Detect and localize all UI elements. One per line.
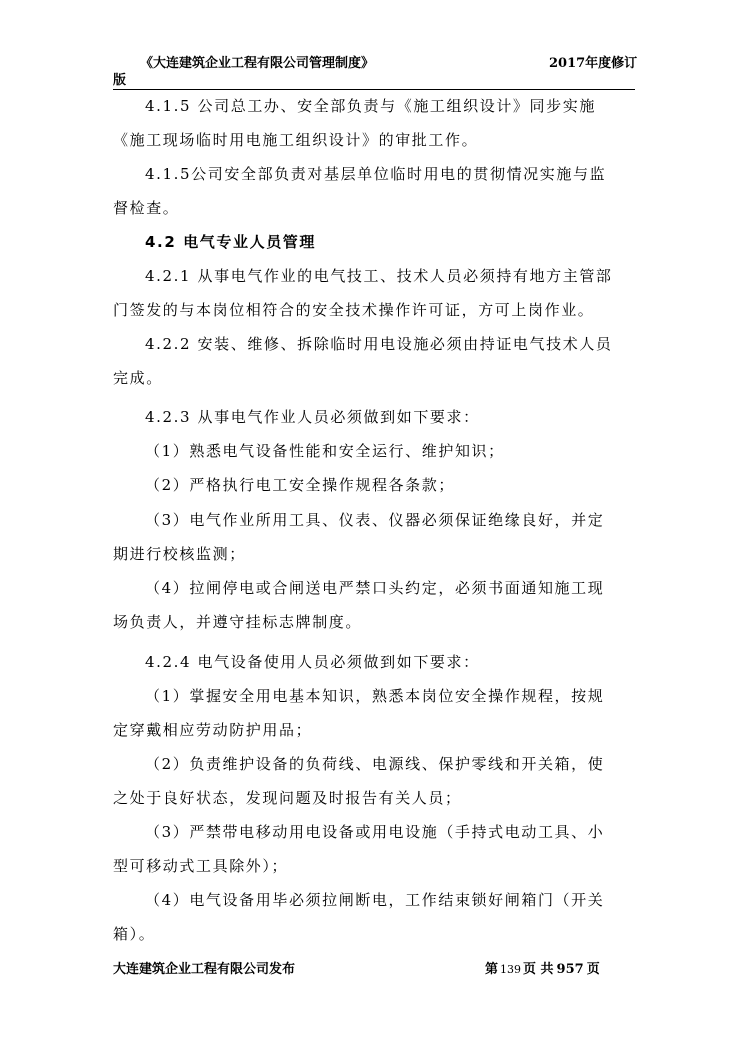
- paragraph-line: 定穿戴相应劳动防护用品；: [113, 721, 313, 739]
- paragraph-line: 场负责人，并遵守挂标志牌制度。: [113, 613, 363, 631]
- header-revision-continued: 版: [113, 73, 127, 88]
- section-heading: 4.2 电气专业人员管理: [145, 233, 316, 251]
- page-suffix: 页: [586, 962, 600, 977]
- paragraph-line: 4.2.2 安装、维修、拆除临时用电设施必须由持证电气技术人员: [145, 335, 613, 353]
- paragraph-line: 《施工现场临时用电施工组织设计》的审批工作。: [113, 131, 479, 149]
- list-item: （4）拉闸停电或合闸送电严禁口头约定，必须书面通知施工现: [145, 579, 605, 597]
- page-mid: 页 共: [523, 962, 554, 977]
- list-item: （1）熟悉电气设备性能和安全运行、维护知识；: [145, 442, 505, 460]
- paragraph-line: 型可移动式工具除外）；: [113, 857, 289, 875]
- list-item: （2）负责维护设备的负荷线、电源线、保护零线和开关箱，使: [145, 755, 605, 773]
- paragraph-line: 督检查。: [113, 199, 180, 217]
- list-item: （3）严禁带电移动用电设备或用电设施（手持式电动工具、小: [145, 823, 605, 841]
- paragraph-line: 完成。: [113, 369, 163, 387]
- page-current: 139: [500, 963, 522, 976]
- page-prefix: 第: [485, 962, 499, 977]
- page-total: 957: [556, 962, 584, 977]
- list-item: （1）掌握安全用电基本知识，熟悉本岗位安全操作规程，按规: [145, 687, 605, 705]
- paragraph-line: 4.1.5公司安全部负责对基层单位临时用电的贯彻情况实施与监: [145, 165, 607, 183]
- header-title: 《大连建筑企业工程有限公司管理制度》: [140, 56, 375, 71]
- paragraph-line: 4.2.4 电气设备使用人员必须做到如下要求：: [145, 653, 480, 671]
- footer-page-number: [485, 962, 600, 978]
- paragraph-line: 之处于良好状态，发现问题及时报告有关人员；: [113, 789, 462, 807]
- list-item: （4）电气设备用毕必须拉闸断电，工作结束锁好闸箱门（开关: [145, 891, 605, 909]
- header-revision: 2017年度修订: [549, 56, 638, 71]
- list-item: （3）电气作业所用工具、仪表、仪器必须保证绝缘良好，并定: [145, 511, 605, 529]
- paragraph-line: 4.2.3 从事电气作业人员必须做到如下要求：: [145, 408, 480, 426]
- paragraph-line: 4.2.1 从事电气作业的电气技工、技术人员必须持有地方主管部: [145, 267, 613, 285]
- paragraph-line: 门签发的与本岗位相符合的安全技术操作许可证，方可上岗作业。: [113, 301, 595, 319]
- paragraph-line: 箱）。: [113, 925, 156, 943]
- paragraph-line: 期进行校核监测；: [113, 545, 246, 563]
- list-item: （2）严格执行电工安全操作规程各条款；: [145, 476, 455, 494]
- paragraph-line: 4.1.5 公司总工办、安全部负责与《施工组织设计》同步实施: [145, 97, 596, 115]
- footer-publisher: 大连建筑企业工程有限公司发布: [113, 962, 296, 977]
